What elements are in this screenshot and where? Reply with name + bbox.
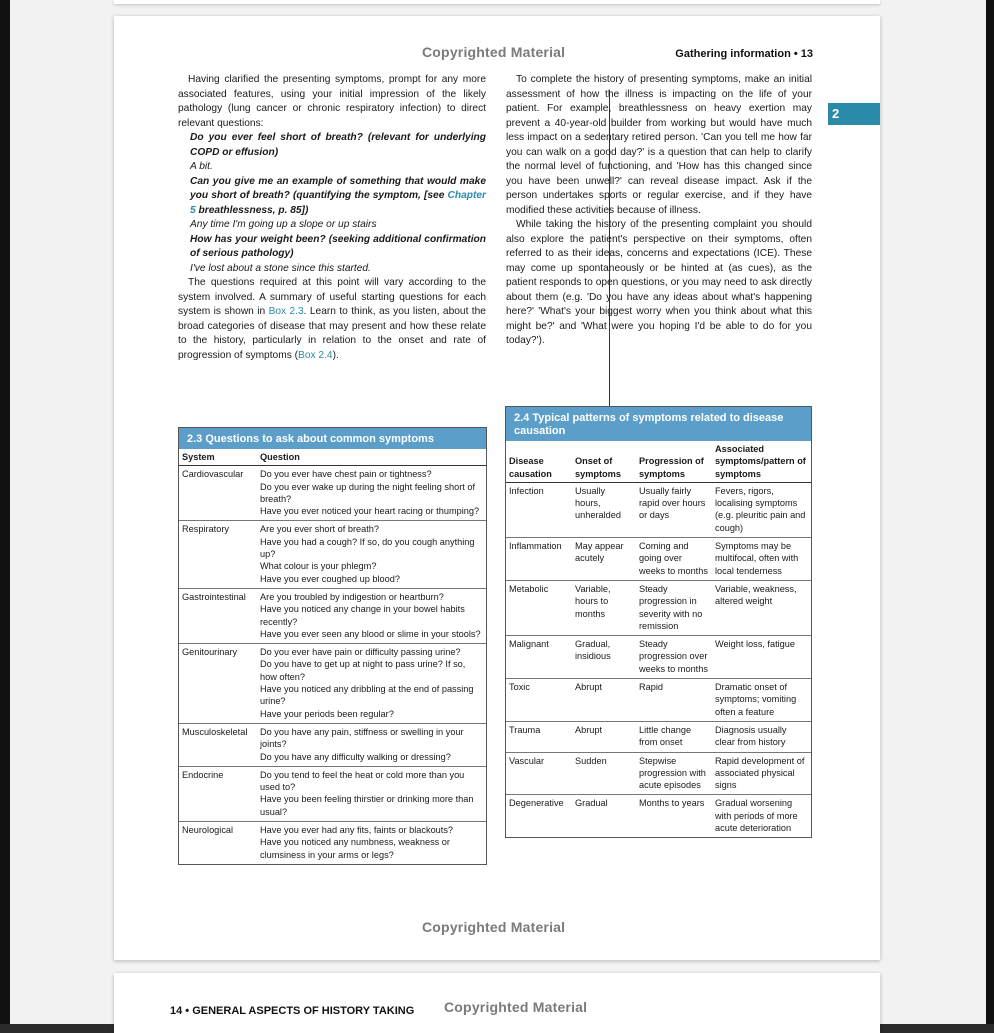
question-cell: Do you ever have pain or difficulty passing urine? Do you have to get up at night to pass urine? If so, how often? Have you noticed any dribbling at the end of passing urine? Have your periods been regular? xyxy=(257,644,486,724)
patient-answer: I've lost about a stone since this started. xyxy=(190,262,371,274)
column-header: Progression of symptoms xyxy=(636,441,712,482)
table-row xyxy=(506,795,811,837)
onset-cell: Sudden xyxy=(572,752,636,795)
paragraph: To complete the history of presenting symptoms, make an initial assessment of how the illness is impacting on the life of your patient. For example, breathlessness on heavy exertion may prevent a 40-year-old builder from working but would have much less impact on a sedentary retired person. 'Can you tell me how far you can walk on a good day?' is a question that can help to clarify the normal level of functioning, and 'How has this changed since you have been unwell?' can reveal disease impact. Ask if the person undertakes sports or regular exercise, and if they have modified these activities because of illness. xyxy=(506,74,812,216)
onset-cell: Gradual, insidious xyxy=(572,636,636,679)
table-row xyxy=(179,723,486,766)
table-row xyxy=(179,521,486,588)
onset-cell: Abrupt xyxy=(572,721,636,752)
previous-page-edge xyxy=(114,0,880,4)
table-row xyxy=(179,644,486,724)
table-row xyxy=(506,721,811,752)
progression-cell: Steady progression in severity with no remission xyxy=(636,580,712,635)
onset-cell: Variable, hours to months xyxy=(572,580,636,635)
table-row xyxy=(506,752,811,795)
box-title: 2.4 Typical patterns of symptoms related to disease causation xyxy=(506,407,811,441)
progression-cell: Usually fairly rapid over hours or days xyxy=(636,482,712,537)
box-2-4 xyxy=(505,406,812,838)
associated-cell: Diagnosis usually clear from history xyxy=(712,721,811,752)
question-cell: Do you ever have chest pain or tightness? Do you ever wake up during the night feeling short of breath? Have you ever noticed your heart racing or thumping? xyxy=(257,466,486,521)
box-2-3 xyxy=(178,427,487,865)
box-title: 2.3 Questions to ask about common symptoms xyxy=(179,428,486,449)
paragraph: While taking the history of the presenting complaint you should also explore the patient's perspective on their symptoms, often referred to as their ideas, concerns and expectations (ICE). These may come up spontaneously or be hinted at (as cues), as the patient responds to open questions, or you may need to ask directly about them (e.g. 'Do you have any ideas about what's happening here?' 'What's your biggest worry when you think about what this might be?' and 'What were you hoping I'd be able to do for you today?'). xyxy=(506,219,812,346)
running-head: Gathering information • 13 xyxy=(675,48,813,60)
associated-cell: Fevers, rigors, localising symptoms (e.g. pleuritic pain and cough) xyxy=(712,482,811,537)
associated-cell: Symptoms may be multifocal, often with local tenderness xyxy=(712,538,811,581)
onset-cell: Abrupt xyxy=(572,679,636,722)
paragraph: Having clarified the presenting symptoms, prompt for any more associated features, using your initial impression of the likely pathology (lung cancer or chronic respiratory infection) to direct relevant questions: xyxy=(178,74,486,129)
causation-cell: Toxic xyxy=(506,679,572,722)
question-cell: Do you tend to feel the heat or cold more than you used to? Have you been feeling thirstier or drinking more than usual? xyxy=(257,766,486,821)
interview-question: How has your weight been? (seeking additional confirmation of serious pathology) xyxy=(190,233,486,259)
associated-cell: Gradual worsening with periods of more acute deterioration xyxy=(715,798,798,834)
viewer-left-edge xyxy=(0,0,10,1024)
causation-cell: Degenerative xyxy=(509,798,564,809)
causation-cell: Trauma xyxy=(506,721,572,752)
symptom-questions-table xyxy=(179,449,486,864)
system-cell: Gastrointestinal xyxy=(179,588,257,643)
chapter-tab: 2 xyxy=(828,103,880,125)
chapter-link[interactable]: Chapter 5 xyxy=(190,190,486,216)
onset-cell: Usually hours, unheralded xyxy=(572,482,636,537)
associated-cell: Rapid development of associated physical signs xyxy=(712,752,811,795)
system-cell: Neurological xyxy=(182,825,234,836)
progression-cell: Coming and going over weeks to months xyxy=(636,538,712,581)
question-cell: Do you have any pain, stiffness or swelling in your joints? Do you have any difficulty walking or dressing? xyxy=(257,723,486,766)
box-link[interactable]: Box 2.4 xyxy=(298,349,333,361)
paragraph: The questions required at this point will vary according to the system involved. A summary of useful starting questions for each system is shown in Box 2.3. Learn to think, as you listen, about the broad categories of disease that may present and how these relate to the history, particularly in relation to the onset and rate of progression of symptoms (Box 2.4). xyxy=(178,277,486,361)
system-cell: Endocrine xyxy=(179,766,257,821)
progression-cell: Rapid xyxy=(636,679,712,722)
causation-cell: Infection xyxy=(506,482,572,537)
associated-cell: Weight loss, fatigue xyxy=(712,636,811,679)
right-text-column xyxy=(506,73,812,349)
progression-cell: Steady progression over weeks to months xyxy=(636,636,712,679)
column-header: System xyxy=(179,449,257,466)
table-row xyxy=(179,766,486,821)
column-header: Question xyxy=(257,449,486,466)
causation-cell: Metabolic xyxy=(506,580,572,635)
page-14 xyxy=(114,973,880,1033)
causation-cell: Vascular xyxy=(506,752,572,795)
question-cell: Are you ever short of breath? Have you had a cough? If so, do you cough anything up? What colour is your phlegm? Have you ever coughed up blood? xyxy=(257,521,486,588)
system-cell: Cardiovascular xyxy=(179,466,257,521)
table-row xyxy=(179,588,486,643)
system-cell: Musculoskeletal xyxy=(179,723,257,766)
causation-cell: Malignant xyxy=(506,636,572,679)
watermark-bottom: Copyrighted Material xyxy=(422,919,566,935)
watermark-top: Copyrighted Material xyxy=(422,44,566,60)
table-row xyxy=(179,822,486,864)
table-row xyxy=(506,580,811,635)
question-cell: Are you troubled by indigestion or heartburn? Have you noticed any change in your bowel habits recently? Have you ever seen any blood or slime in your stools? xyxy=(257,588,486,643)
patient-answer: A bit. xyxy=(190,161,213,172)
associated-cell: Variable, weakness, altered weight xyxy=(712,580,811,635)
onset-cell: May appear acutely xyxy=(572,538,636,581)
page-13 xyxy=(114,16,880,960)
table-row xyxy=(506,679,811,722)
progression-cell: Stepwise progression with acute episodes xyxy=(636,752,712,795)
system-cell: Genitourinary xyxy=(179,644,257,724)
causation-cell: Inflammation xyxy=(506,538,572,581)
question-cell: Have you ever had any fits, faints or blackouts? Have you noticed any numbness, weakness or clumsiness in your arms or legs? xyxy=(260,825,454,860)
column-header: Associated symptoms/pattern of symptoms xyxy=(712,441,811,482)
patient-answer: Any time I'm going up a slope or up stairs xyxy=(190,219,377,230)
box-link[interactable]: Box 2.3 xyxy=(268,306,304,317)
system-cell: Respiratory xyxy=(179,521,257,588)
onset-cell: Gradual xyxy=(575,798,608,809)
table-row xyxy=(506,538,811,581)
table-row xyxy=(506,482,811,537)
table-row xyxy=(179,466,486,521)
progression-cell: Months to years xyxy=(639,798,705,809)
column-header: Onset of symptoms xyxy=(572,441,636,482)
watermark-next: Copyrighted Material xyxy=(444,999,588,1015)
disease-patterns-table xyxy=(506,441,811,837)
interview-question: Can you give me an example of something that would make you short of breath? (quantifying the symptom, [see Chapter 5 breathlessness, p. 85]) xyxy=(190,175,486,216)
progression-cell: Little change from onset xyxy=(636,721,712,752)
viewer-right-edge xyxy=(986,0,994,1024)
interview-question: Do you ever feel short of breath? (relevant for underlying COPD or effusion) xyxy=(190,132,486,158)
column-header: Disease causation xyxy=(506,441,572,482)
left-text-column xyxy=(178,73,486,363)
associated-cell: Dramatic onset of symptoms; vomiting often a feature xyxy=(712,679,811,722)
table-row xyxy=(506,636,811,679)
page-footer: 14 • GENERAL ASPECTS OF HISTORY TAKING xyxy=(170,1005,415,1017)
